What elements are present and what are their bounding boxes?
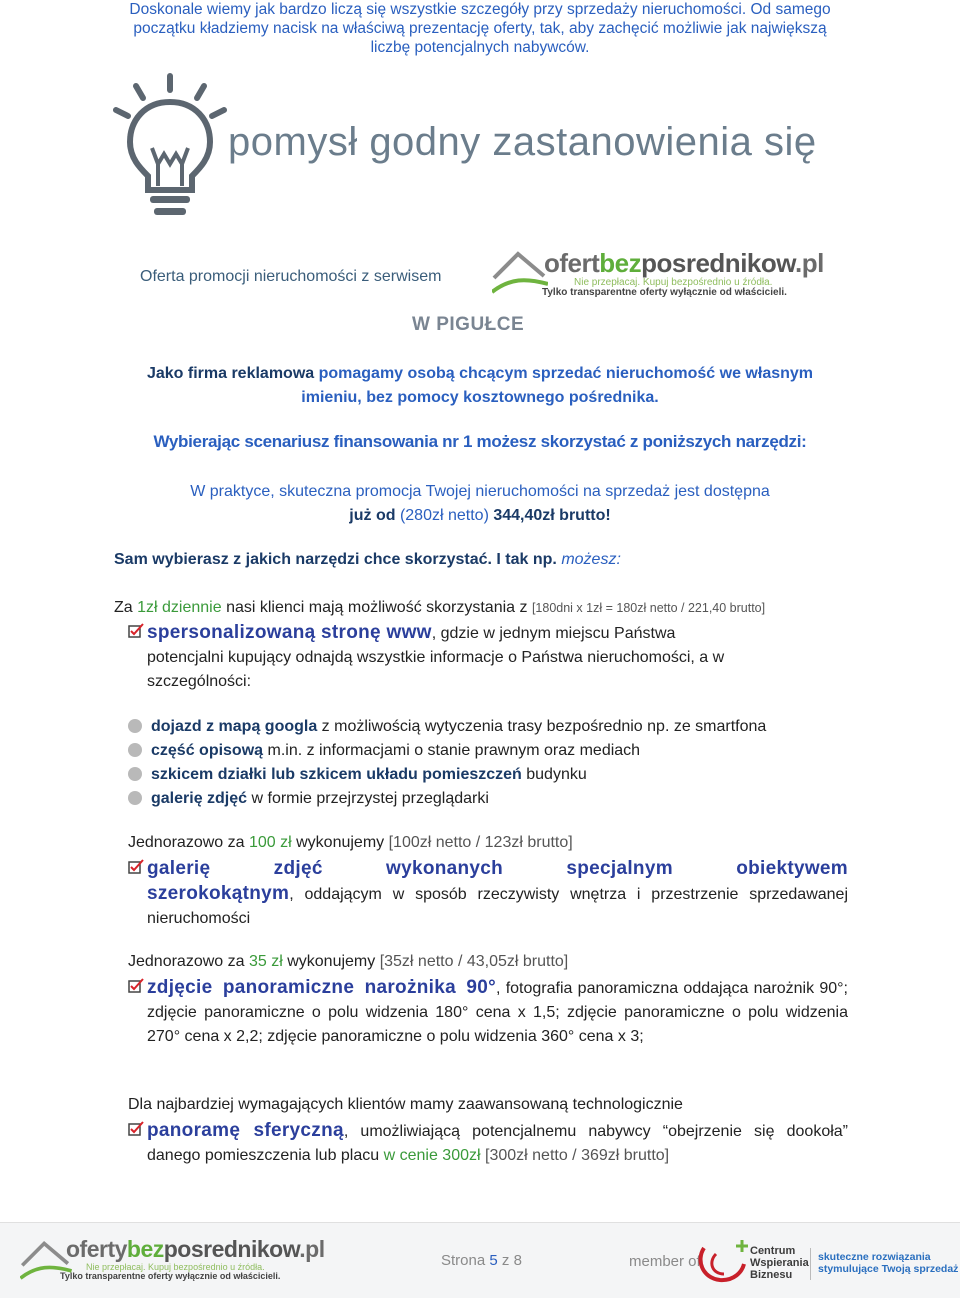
price-bracket: [100zł netto / 123zł brutto]: [388, 834, 573, 851]
price-value: 35 zł: [248, 953, 283, 970]
page-number: [441, 1252, 522, 1269]
daily-offer: [114, 599, 765, 617]
service-price: w cenie 300zł: [383, 1147, 481, 1164]
service-text: , umożliwiającą potencjalnemu nabywcy “obejrzenie się dookoła” danego pomieszczenia lub placu: [147, 1123, 848, 1164]
logo-part: posrednikow: [163, 1236, 300, 1262]
service-text: potencjalni kupujący odnajdą wszystkie informacje o Państwa nieruchomości, a w: [147, 649, 725, 666]
list-item-text: budynku: [521, 766, 587, 783]
service-item: [128, 857, 848, 931]
logo-part: ofert: [544, 248, 600, 278]
logo-part: bez: [599, 248, 642, 278]
list-item-bold: dojazd z mapą googla: [151, 718, 318, 735]
service-text: , oddającym w sposób rzeczywisty wnętrza i przestrzenie sprzedawanej nieruchomości: [147, 886, 848, 927]
daily-bracket: [180dni x 1zł = 180zł netto / 221,40 brutto]: [531, 601, 766, 615]
intro-paragraph: [0, 362, 960, 410]
price-line: [128, 953, 568, 971]
daily-text: Za: [114, 599, 138, 616]
page-total: 8: [513, 1252, 522, 1269]
section-label: W PIGUŁCE: [412, 314, 525, 335]
service-text: szczególności:: [147, 673, 252, 690]
page-text: Strona: [441, 1252, 490, 1269]
list-item-text: m.in. z informacjami o stanie prawnym oraz mediach: [263, 742, 641, 759]
cwb-logo-icon: [698, 1238, 752, 1284]
offer-line: Oferta promocji nieruchomości z serwisem: [140, 268, 442, 285]
checkbox-checked-icon: [128, 623, 144, 639]
price-text: Jednorazowo za: [128, 834, 249, 851]
lightbulb-icon: [110, 72, 230, 222]
logo-slogan: Tylko transparentne oferty wyłącznie od właścicieli.: [542, 287, 787, 298]
practice-text: W praktyce, skuteczna promocja Twojej nieruchomości na sprzedaż jest dostępna: [190, 483, 770, 500]
logo-wordmark: [66, 1236, 325, 1263]
list-item-bold: szkicem działki lub szkicem układu pomieszczeń: [151, 766, 522, 783]
logo-slogan: Tylko transparentne oferty wyłącznie od właścicieli.: [60, 1271, 281, 1281]
logo-slogan: Nie przepłacaj. Kupuj bezpośrednio u źródła.: [86, 1262, 265, 1272]
service-title: spersonalizowaną stronę www: [147, 622, 432, 643]
list-item: [128, 739, 640, 763]
logo-slogan: Nie przepłacaj. Kupuj bezpośrednio u źródła.: [574, 277, 773, 288]
partner-slogan: [818, 1251, 958, 1275]
bullet-dot-icon: [128, 767, 142, 781]
list-item-text: w formie przejrzystej przeglądarki: [247, 790, 489, 807]
practice-text: już od: [349, 507, 400, 524]
hero-tagline: pomysł godny zastanowienia się: [228, 120, 817, 164]
practice-text: (280zł netto): [399, 507, 494, 524]
list-item: [128, 715, 766, 739]
page-current: 5: [489, 1252, 498, 1269]
logo-part: oferty: [66, 1236, 127, 1262]
service-title: zdjęcie panoramiczne narożnika 90°: [147, 977, 497, 998]
logo-part: posrednikow: [641, 248, 796, 278]
intro-header: [0, 0, 960, 57]
partner-name-line: Biznesu: [750, 1269, 793, 1281]
bullet-dot-icon: [128, 743, 142, 757]
practice-price: 344,40zł brutto!: [493, 507, 611, 524]
header-line: liczbę potencjalnych nabywców.: [370, 39, 590, 56]
price-line: [128, 834, 573, 852]
partner-name-line: Centrum: [750, 1245, 796, 1257]
partner-slogan-line: skuteczne rozwiązania: [818, 1251, 931, 1263]
demanding-line: Dla najbardziej wymagających klientów mamy zaawansowaną technologicznie: [128, 1096, 683, 1113]
header-line: początku kładziemy nacisk na właściwą prezentację oferty, tak, aby zachęcić możliwie jak największą: [133, 20, 827, 37]
price-value: 100 zł: [248, 834, 292, 851]
practice-paragraph: [0, 480, 960, 528]
service-title: panoramę sferyczną: [147, 1120, 344, 1141]
partner-slogan-line: stymulujące Twoją sprzedaż: [818, 1263, 959, 1275]
price-text: Jednorazowo za: [128, 953, 249, 970]
checkbox-checked-icon: [128, 859, 144, 875]
logo-part: .pl: [795, 248, 824, 278]
bullet-dot-icon: [128, 791, 142, 805]
choose-line: [114, 551, 621, 569]
footer-divider: [810, 1248, 811, 1280]
service-text: , gdzie w jednym miejscu Państwa: [431, 625, 676, 642]
logo-wordmark: [544, 248, 824, 279]
partner-name-line: Wspierania: [750, 1257, 809, 1269]
intro-text: Jako firma reklamowa: [146, 365, 319, 382]
logo-part: .pl: [299, 1236, 325, 1262]
list-item: [128, 787, 489, 811]
price-bracket: [35zł netto / 43,05zł brutto]: [379, 953, 569, 970]
logo-part: bez: [126, 1236, 164, 1262]
service-item: [128, 976, 848, 1049]
checkbox-checked-icon: [128, 1121, 144, 1137]
bullet-dot-icon: [128, 719, 142, 733]
intro-text: imieniu, bez pomocy kosztownego pośrednika.: [301, 389, 659, 406]
checkbox-checked-icon: [128, 978, 144, 994]
list-item-bold: galerię zdjęć: [151, 790, 248, 807]
member-of-label: member of: [629, 1253, 701, 1270]
intro-text: pomagamy osobą chcącym sprzedać nieruchomość we własnym: [318, 365, 814, 382]
price-text: wykonujemy: [291, 834, 389, 851]
partner-name: [750, 1245, 809, 1281]
scenario-heading: Wybierając scenariusz finansowania nr 1 możesz skorzystać z poniższych narzędzi:: [153, 432, 807, 451]
footer-logo[interactable]: [20, 1236, 325, 1286]
service-bracket: [300zł netto / 369zł brutto]: [480, 1147, 670, 1164]
list-item-bold: część opisową: [151, 742, 264, 759]
service-item: [128, 621, 848, 694]
list-item: [128, 763, 587, 787]
page-text: z: [497, 1252, 514, 1269]
daily-text: nasi klienci mają możliwość skorzystania z: [221, 599, 532, 616]
list-item-text: z możliwością wytyczenia trasy bezpośrednio np. ze smartfona: [317, 718, 767, 735]
service-text: , fotografia panoramiczna oddająca narożnik 90°; zdjęcie panoramiczne o polu widzenia 180° cena x 1,5; zdjęcie panoramiczne o polu widzenia 270° cena x 2,2; zdjęcie panoramiczne o polu widzenia 360° cena x 3;: [147, 980, 848, 1045]
daily-price: 1zł dziennie: [137, 599, 222, 616]
service-item: [128, 1119, 848, 1168]
header-line: Doskonale wiemy jak bardzo liczą się wszystkie szczegóły przy sprzedaży nieruchomości. Od samego: [129, 1, 831, 18]
choose-text: możesz:: [561, 551, 621, 568]
price-text: wykonujemy: [282, 953, 380, 970]
service-title: galerię zdjęć wykonanych specjalnym obiektywem szerokokątnym: [147, 858, 848, 904]
choose-text: Sam wybierasz z jakich narzędzi chce skorzystać. I tak np.: [114, 551, 562, 568]
house-logo-icon: [492, 248, 548, 294]
